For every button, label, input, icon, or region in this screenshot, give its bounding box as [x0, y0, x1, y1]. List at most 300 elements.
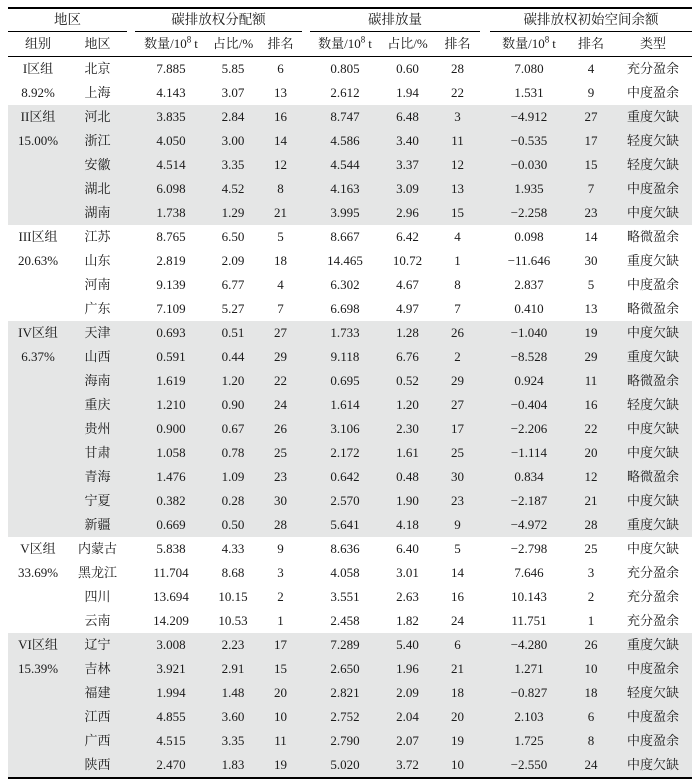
value-cell: 14 — [259, 129, 302, 153]
spacer-cell — [127, 561, 135, 585]
value-cell: 3.835 — [135, 105, 207, 129]
group-cell — [8, 537, 68, 633]
table-row — [8, 129, 692, 153]
value-cell: 12 — [568, 465, 614, 489]
type-cell: 重度欠缺 — [614, 345, 692, 369]
value-cell: 9 — [277, 541, 284, 556]
qty-exponent: 8 — [186, 34, 192, 45]
value-cell: 7.885 — [156, 61, 186, 76]
value-cell: 26 — [259, 417, 302, 441]
value-cell: 6 — [277, 61, 284, 76]
value-cell: 14 — [584, 229, 598, 244]
value-cell: 9.139 — [156, 277, 186, 292]
spacer-cell — [480, 345, 490, 369]
value-cell: −2.187 — [490, 489, 568, 513]
table-row — [8, 297, 692, 321]
value-cell: 6.48 — [380, 105, 435, 129]
spacer-cell — [127, 81, 135, 105]
spacer-cell — [127, 705, 135, 729]
table-row — [8, 441, 692, 465]
spacer-cell — [480, 657, 490, 681]
spacer-cell — [127, 249, 135, 273]
region-cell: 重庆 — [68, 393, 127, 417]
spacer-cell — [127, 393, 135, 417]
value-cell: 12 — [259, 153, 302, 177]
value-cell: 12 — [435, 153, 480, 177]
value-cell: 28 — [568, 513, 614, 537]
spacer-cell — [302, 489, 310, 513]
value-cell: 0.098 — [514, 229, 544, 244]
spacer-cell — [127, 201, 135, 225]
value-cell: −4.972 — [490, 513, 568, 537]
type-cell: 充分盈余 — [626, 613, 679, 628]
header-balance-type: 类型 — [614, 32, 692, 57]
header-spanner-row — [8, 8, 692, 32]
value-cell: 1.531 — [514, 85, 544, 100]
table-row — [8, 345, 692, 369]
region-cell: 宁夏 — [68, 489, 127, 513]
value-cell: 25 — [259, 441, 302, 465]
spacer-cell — [302, 81, 310, 105]
spacer-cell — [302, 441, 310, 465]
value-cell: 6.302 — [330, 277, 360, 292]
value-cell: 21 — [568, 489, 614, 513]
value-cell: −0.827 — [490, 681, 568, 705]
region-cell: 青海 — [68, 465, 127, 489]
value-cell: 21 — [435, 657, 480, 681]
table-row — [8, 393, 692, 417]
spacer-cell — [302, 273, 310, 297]
value-cell: 16 — [259, 105, 302, 129]
value-cell: 2.752 — [310, 705, 380, 729]
table-row — [8, 81, 692, 105]
value-cell: 10.143 — [511, 589, 547, 604]
value-cell: 1.28 — [380, 321, 435, 345]
value-cell: 6.698 — [330, 301, 360, 316]
value-cell: 0.834 — [490, 465, 568, 489]
value-cell: 24 — [259, 393, 302, 417]
region-cell: 福建 — [68, 681, 127, 705]
spacer-cell — [127, 513, 135, 537]
type-cell: 重度欠缺 — [614, 105, 692, 129]
value-cell: 26 — [568, 633, 614, 657]
value-cell: 2 — [435, 345, 480, 369]
spacer-cell — [480, 153, 490, 177]
region-cell: 新疆 — [68, 513, 127, 537]
table-row — [8, 465, 692, 489]
spacer-cell — [480, 753, 490, 778]
value-cell: −2.798 — [510, 541, 548, 556]
type-cell: 充分盈余 — [626, 61, 679, 76]
value-cell: 1.210 — [135, 393, 207, 417]
value-cell: 7 — [277, 301, 284, 316]
value-cell: 2.30 — [380, 417, 435, 441]
header-emission-group: 碳排放量 — [310, 8, 480, 32]
spacer-cell — [127, 609, 135, 633]
spacer-cell — [302, 705, 310, 729]
value-cell: 1.83 — [207, 753, 259, 778]
value-cell: 2.09 — [380, 681, 435, 705]
value-cell: 9 — [435, 513, 480, 537]
value-cell: 8 — [568, 729, 614, 753]
value-cell: 5.40 — [380, 633, 435, 657]
group-name: III区组 — [18, 229, 58, 244]
group-name: II区组 — [20, 109, 56, 124]
spacer-cell — [302, 177, 310, 201]
value-cell: 4 — [587, 61, 595, 76]
type-cell: 中度欠缺 — [626, 541, 679, 556]
value-cell: 0.90 — [207, 393, 259, 417]
spacer-cell — [302, 681, 310, 705]
qty-unit: t — [552, 36, 556, 51]
value-cell: 1.48 — [207, 681, 259, 705]
value-cell: 1.738 — [135, 201, 207, 225]
value-cell: 3.60 — [207, 705, 259, 729]
value-cell: 2.84 — [207, 105, 259, 129]
header-spacer — [302, 8, 310, 32]
spacer-cell — [302, 57, 310, 82]
value-cell: −2.550 — [490, 753, 568, 778]
value-cell: 17 — [568, 129, 614, 153]
value-cell: 0.44 — [207, 345, 259, 369]
table-row — [8, 537, 692, 561]
value-cell: 18 — [568, 681, 614, 705]
spacer-cell — [302, 537, 310, 561]
value-cell: 24 — [451, 613, 464, 628]
value-cell: 8 — [259, 177, 302, 201]
qty-exponent: 8 — [360, 34, 366, 45]
spacer-cell — [127, 417, 135, 441]
region-cell: 山西 — [68, 345, 127, 369]
value-cell: 0.382 — [135, 489, 207, 513]
value-cell: 19 — [259, 753, 302, 778]
group-share: 33.69% — [17, 565, 59, 580]
value-cell: 19 — [435, 729, 480, 753]
type-cell: 中度欠缺 — [614, 201, 692, 225]
value-cell: 7.646 — [514, 565, 544, 580]
value-cell: 22 — [451, 85, 464, 100]
table-row — [8, 177, 692, 201]
group-share: 8.92% — [21, 85, 55, 100]
region-cell: 海南 — [68, 369, 127, 393]
value-cell: 0.28 — [207, 489, 259, 513]
value-cell: 1.20 — [380, 393, 435, 417]
spacer-cell — [480, 249, 490, 273]
spacer-cell — [302, 153, 310, 177]
header-alloc-qty — [135, 32, 207, 57]
value-cell: 11 — [568, 369, 614, 393]
value-cell: 4.544 — [310, 153, 380, 177]
header-balance-rank: 排名 — [568, 32, 614, 57]
value-cell: 0.642 — [310, 465, 380, 489]
value-cell: 3.72 — [380, 753, 435, 778]
value-cell: 4.33 — [221, 541, 245, 556]
spacer-cell — [480, 105, 490, 129]
spacer-cell — [480, 321, 490, 345]
value-cell: 9.118 — [310, 345, 380, 369]
value-cell: 4.97 — [396, 301, 419, 316]
type-cell: 轻度欠缺 — [614, 129, 692, 153]
spacer-cell — [480, 201, 490, 225]
value-cell: 8.765 — [156, 229, 186, 244]
value-cell: 5.85 — [221, 61, 245, 76]
value-cell: 13 — [584, 301, 598, 316]
value-cell: 7.109 — [156, 301, 186, 316]
spacer-cell — [480, 273, 490, 297]
table-row — [8, 201, 692, 225]
value-cell: 10.72 — [392, 253, 423, 268]
spacer-cell — [302, 657, 310, 681]
header-balance-group: 碳排放权初始空间余额 — [490, 8, 692, 32]
value-cell: 2.04 — [380, 705, 435, 729]
spacer-cell — [302, 345, 310, 369]
value-cell: 10.53 — [218, 613, 248, 628]
value-cell: 1.614 — [310, 393, 380, 417]
spacer-cell — [127, 297, 135, 321]
type-cell: 轻度欠缺 — [614, 153, 692, 177]
region-cell: 吉林 — [68, 657, 127, 681]
value-cell: 3.01 — [396, 565, 419, 580]
table-row — [8, 705, 692, 729]
spacer-cell — [127, 465, 135, 489]
table-row — [8, 273, 692, 297]
table-row — [8, 753, 692, 778]
value-cell: 7.080 — [514, 61, 544, 76]
group-name: VI区组 — [18, 637, 58, 652]
header-spacer — [302, 32, 310, 57]
spacer-cell — [302, 465, 310, 489]
value-cell: 3 — [435, 105, 480, 129]
value-cell: 0.591 — [135, 345, 207, 369]
value-cell: 17 — [435, 417, 480, 441]
value-cell: 2.612 — [330, 85, 360, 100]
table-row — [8, 249, 692, 273]
value-cell: 0.48 — [380, 465, 435, 489]
value-cell: −0.404 — [490, 393, 568, 417]
region-cell: 辽宁 — [68, 633, 127, 657]
spacer-cell — [302, 561, 310, 585]
value-cell: 3.995 — [310, 201, 380, 225]
region-cell: 上海 — [84, 85, 111, 100]
value-cell: −1.114 — [490, 441, 568, 465]
table-row — [8, 609, 692, 633]
value-cell: 18 — [435, 681, 480, 705]
value-cell: 22 — [568, 417, 614, 441]
value-cell: 10.15 — [218, 589, 248, 604]
spacer-cell — [480, 681, 490, 705]
spacer-cell — [127, 729, 135, 753]
value-cell: 5 — [587, 277, 595, 292]
value-cell: 30 — [259, 489, 302, 513]
table-row — [8, 585, 692, 609]
value-cell: 3.00 — [207, 129, 259, 153]
value-cell: 14.465 — [327, 253, 363, 268]
value-cell: 3.551 — [330, 589, 360, 604]
type-cell: 中度盈余 — [614, 657, 692, 681]
header-emission-qty — [310, 32, 380, 57]
value-cell: 1.725 — [490, 729, 568, 753]
spacer-cell — [127, 225, 135, 249]
type-cell: 中度欠缺 — [614, 753, 692, 778]
region-cell: 甘肃 — [68, 441, 127, 465]
value-cell: 30 — [435, 465, 480, 489]
value-cell: 6 — [435, 633, 480, 657]
spacer-cell — [480, 705, 490, 729]
spacer-cell — [480, 465, 490, 489]
spacer-cell — [302, 297, 310, 321]
value-cell: 6.50 — [221, 229, 245, 244]
value-cell: −1.040 — [490, 321, 568, 345]
value-cell: 15 — [435, 201, 480, 225]
header-region: 地区 — [68, 32, 127, 57]
spacer-cell — [480, 609, 490, 633]
table-row — [8, 369, 692, 393]
value-cell: 20 — [568, 441, 614, 465]
spacer-cell — [302, 417, 310, 441]
type-cell: 中度盈余 — [614, 729, 692, 753]
value-cell: 3 — [587, 565, 595, 580]
group-share: 15.39% — [17, 661, 59, 676]
type-cell: 略微盈余 — [626, 301, 679, 316]
value-cell: 29 — [568, 345, 614, 369]
header-alloc-rank: 排名 — [259, 32, 302, 57]
value-cell: 2.103 — [490, 705, 568, 729]
type-cell: 略微盈余 — [614, 465, 692, 489]
value-cell: 13 — [435, 177, 480, 201]
value-cell: 2.458 — [330, 613, 360, 628]
value-cell: 16 — [568, 393, 614, 417]
value-cell: 3.921 — [135, 657, 207, 681]
type-cell: 中度欠缺 — [614, 441, 692, 465]
group-cell — [8, 225, 68, 321]
spacer-cell — [480, 729, 490, 753]
region-cell: 天津 — [68, 321, 127, 345]
header-alloc-share: 占比/% — [207, 32, 259, 57]
spacer-cell — [127, 129, 135, 153]
value-cell: 4.058 — [330, 565, 360, 580]
qty-label: 数量/10 — [144, 36, 187, 51]
type-cell: 轻度欠缺 — [614, 393, 692, 417]
spacer-cell — [127, 153, 135, 177]
value-cell: 4.050 — [135, 129, 207, 153]
region-cell: 广东 — [84, 301, 111, 316]
header-balance-qty — [490, 32, 568, 57]
value-cell: 5.838 — [156, 541, 186, 556]
value-cell: 11 — [435, 129, 480, 153]
header-spacer — [480, 32, 490, 57]
value-cell: 5.641 — [310, 513, 380, 537]
header-spacer — [127, 8, 135, 32]
spacer-cell — [302, 633, 310, 657]
type-cell: 充分盈余 — [626, 589, 679, 604]
group-cell — [8, 105, 68, 225]
value-cell: 0.410 — [514, 301, 544, 316]
value-cell: 20 — [259, 681, 302, 705]
region-cell: 山东 — [84, 253, 111, 268]
table-row — [8, 729, 692, 753]
value-cell: 2.172 — [310, 441, 380, 465]
value-cell: 1.61 — [380, 441, 435, 465]
value-cell: 13 — [274, 85, 287, 100]
value-cell: 1 — [454, 253, 461, 268]
type-cell: 重度欠缺 — [614, 513, 692, 537]
region-cell: 湖北 — [68, 177, 127, 201]
value-cell: 7.289 — [310, 633, 380, 657]
spacer-cell — [302, 105, 310, 129]
table-row — [8, 417, 692, 441]
value-cell: 1.09 — [207, 465, 259, 489]
value-cell: 3.008 — [135, 633, 207, 657]
table-row — [8, 681, 692, 705]
value-cell: 0.805 — [330, 61, 360, 76]
spacer-cell — [480, 129, 490, 153]
value-cell: 11 — [259, 729, 302, 753]
value-cell: 6.40 — [396, 541, 419, 556]
value-cell: 25 — [435, 441, 480, 465]
value-cell: −4.912 — [490, 105, 568, 129]
type-cell: 中度欠缺 — [614, 321, 692, 345]
value-cell: 2.96 — [380, 201, 435, 225]
spacer-cell — [127, 177, 135, 201]
spacer-cell — [480, 441, 490, 465]
value-cell: 5 — [277, 229, 284, 244]
value-cell: 23 — [568, 201, 614, 225]
value-cell: 1.271 — [490, 657, 568, 681]
spacer-cell — [480, 513, 490, 537]
header-allocation-group: 碳排放权分配额 — [135, 8, 302, 32]
value-cell: 5.020 — [310, 753, 380, 778]
value-cell: 1.935 — [490, 177, 568, 201]
value-cell: 2 — [587, 589, 595, 604]
header-group: 组别 — [8, 32, 68, 57]
spacer-cell — [302, 369, 310, 393]
qty-exponent: 8 — [544, 34, 550, 45]
type-cell: 中度欠缺 — [614, 417, 692, 441]
value-cell: 4.514 — [135, 153, 207, 177]
header-spacer — [480, 8, 490, 32]
spacer-cell — [302, 321, 310, 345]
value-cell: 30 — [584, 253, 598, 268]
value-cell: 5.27 — [221, 301, 245, 316]
spacer-cell — [302, 585, 310, 609]
value-cell: 22 — [259, 369, 302, 393]
group-share: 20.63% — [17, 253, 59, 268]
value-cell: 1.90 — [380, 489, 435, 513]
value-cell: 3.09 — [380, 177, 435, 201]
value-cell: 10 — [435, 753, 480, 778]
spacer-cell — [127, 585, 135, 609]
table-row — [8, 321, 692, 345]
value-cell: 2.23 — [207, 633, 259, 657]
value-cell: 8 — [454, 277, 461, 292]
value-cell: 26 — [435, 321, 480, 345]
type-cell: 中度盈余 — [614, 177, 692, 201]
spacer-cell — [127, 633, 135, 657]
value-cell: 14 — [451, 565, 464, 580]
qty-unit: t — [368, 36, 372, 51]
value-cell: 2.470 — [135, 753, 207, 778]
group-cell — [8, 57, 68, 106]
spacer-cell — [127, 441, 135, 465]
value-cell: 2.790 — [310, 729, 380, 753]
table-row — [8, 225, 692, 249]
value-cell: 4.143 — [156, 85, 186, 100]
type-cell: 略微盈余 — [626, 229, 679, 244]
spacer-cell — [480, 225, 490, 249]
value-cell: 1 — [277, 613, 284, 628]
value-cell: 4.18 — [380, 513, 435, 537]
type-cell: 中度盈余 — [626, 85, 679, 100]
